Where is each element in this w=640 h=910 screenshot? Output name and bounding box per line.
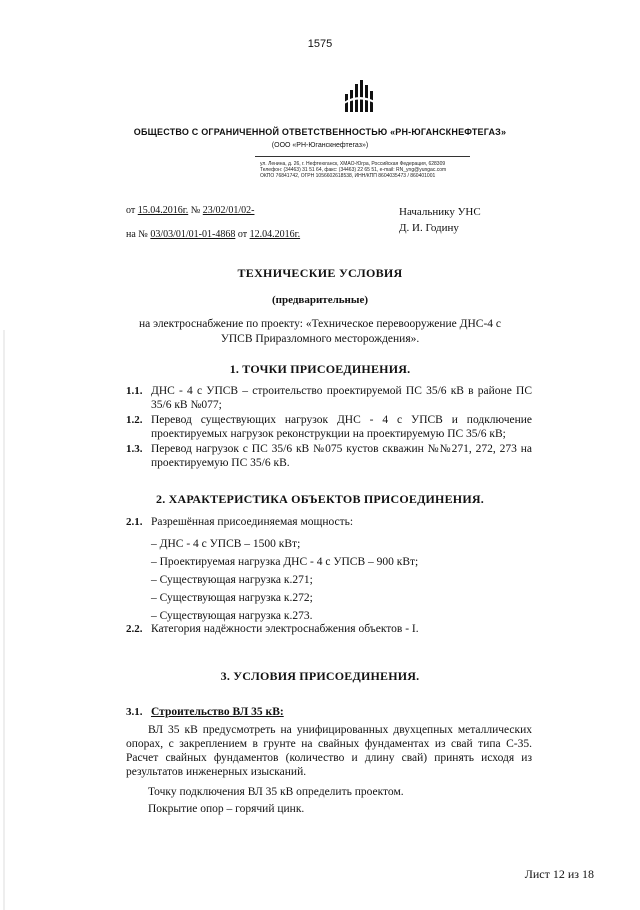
section-1-items — [126, 384, 532, 470]
power-list — [151, 535, 418, 625]
section-3-paragraph-3: Покрытие опор – горячий цинк. — [148, 803, 305, 815]
section-3-paragraph-1: ВЛ 35 кВ предусмотреть на унифицированных двухцепных металлических опорах, с закреплением в грунте на свайных фундаментах из свай типа С-35. Расчет свайных фундаментов (количество и длину свай) принять исходя из результатов инженерных изысканий. — [126, 724, 532, 778]
list-item: – Проектируемая нагрузка ДНС - 4 с УПСВ – 900 кВт; — [151, 556, 419, 568]
incoming-ref: 03/03/01/01-01-4868 — [150, 229, 236, 240]
sheet-counter: Лист 12 из 18 — [524, 867, 594, 881]
company-name: ОБЩЕСТВО С ОГРАНИЧЕННОЙ ОТВЕТСТВЕННОСТЬЮ «РН-ЮГАНСКНЕФТЕГАЗ» — [133, 127, 507, 137]
incoming-date: 12.04.2016г. — [249, 229, 301, 240]
addressee-name: Д. И. Годину — [399, 222, 459, 234]
list-item: – ДНС - 4 с УПСВ – 1500 кВт; — [151, 538, 301, 550]
addressee — [399, 204, 481, 236]
page-number: 1575 — [307, 38, 333, 50]
section-3-paragraph-2: Точку подключения ВЛ 35 кВ определить проектом. — [148, 786, 404, 798]
section-3-heading: 3. УСЛОВИЯ ПРИСОЕДИНЕНИЯ. — [220, 669, 420, 683]
section-2-item-1: 2.1. Разрешённая присоединяемая мощность: — [126, 516, 354, 528]
contact-phone: Телефон: (34463) 31 51 64, факс: (34463) 22 65 51, e-mail: RN_yng@yungac.com — [260, 167, 447, 173]
outgoing-number: от 15.04.2016г. № 23/02/01/02- — [126, 205, 255, 216]
purpose-line-2: УПСВ Приразломного месторождения». — [220, 333, 420, 345]
rosneft-logo-icon — [343, 78, 377, 114]
section-3-item-1: 3.1. Строительство ВЛ 35 кВ: — [126, 706, 284, 718]
document-title: ТЕХНИЧЕСКИЕ УСЛОВИЯ — [237, 266, 403, 280]
addressee-position: Начальнику УНС — [399, 206, 481, 218]
company-short-name: (ООО «РН-Юганскнефтегаз») — [271, 142, 369, 149]
list-item: – Существующая нагрузка к.273. — [151, 610, 313, 622]
outgoing-ref: 23/02/01/02- — [202, 205, 255, 216]
list-item: 1.1. ДНС - 4 с УПСВ – строительство проектируемой ПС 35/6 кВ в районе ПС 35/6 кВ №077; — [126, 385, 532, 411]
incoming-number: на № 03/03/01/01-01-4868 от 12.04.2016г. — [126, 229, 301, 240]
section-2-item-2: 2.2. Категория надёжности электроснабжения объектов - I. — [126, 623, 419, 635]
contact-address: ул. Ленина, д. 26, г. Нефтеюганск, ХМАО-Югра, Российская Федерация, 628309 — [260, 161, 446, 167]
company-contacts — [260, 161, 446, 179]
list-item: 1.3. Перевод нагрузок с ПС 35/6 кВ №075 кустов скважин №№271, 272, 273 на проектируемую ПС 35/6 кВ. — [126, 443, 532, 469]
contact-registry: ОКПО 76841742, ОГРН 1056602618538, ИНН/КПП 8604035473 / 860401001 — [260, 173, 436, 179]
outgoing-date: 15.04.2016г. — [137, 205, 189, 216]
section-3-item-1-title: Строительство ВЛ 35 кВ: — [151, 706, 284, 718]
document-subtitle: (предварительные) — [271, 294, 369, 306]
list-item: – Существующая нагрузка к.272; — [151, 592, 313, 604]
list-item: 1.2. Перевод существующих нагрузок ДНС - 4 с УПСВ и подключение проектируемых нагрузок реконструкции на проектируемую ПС 35/6 кВ; — [126, 414, 532, 440]
list-item: – Существующая нагрузка к.271; — [151, 574, 313, 586]
section-2-heading: 2. ХАРАКТЕРИСТИКА ОБЪЕКТОВ ПРИСОЕДИНЕНИЯ. — [156, 492, 484, 506]
section-1-heading: 1. ТОЧКИ ПРИСОЕДИНЕНИЯ. — [229, 362, 411, 376]
scan-edge-mark — [3, 330, 5, 910]
letterhead-divider — [255, 156, 470, 157]
purpose-line-1: на электроснабжение по проекту: «Техническое перевооружение ДНС-4 с — [138, 318, 502, 330]
